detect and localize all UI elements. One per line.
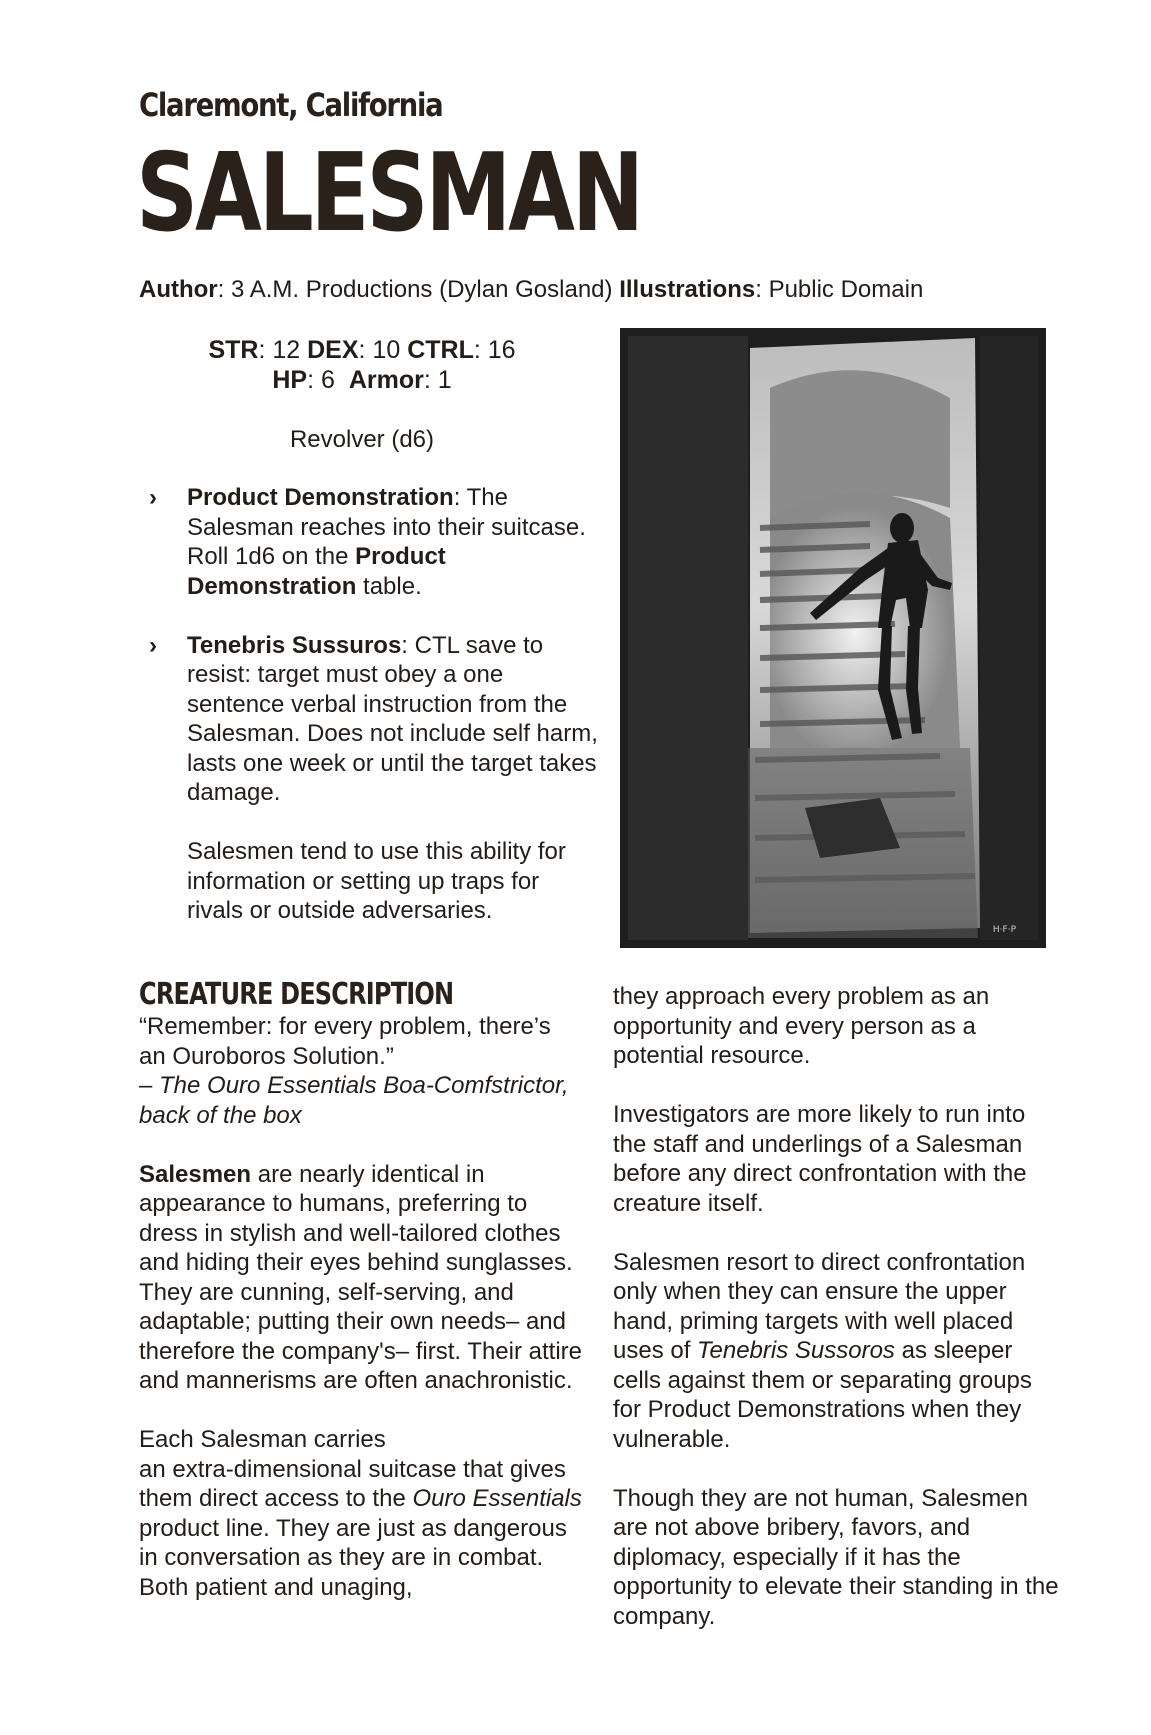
author-value: 3 A.M. Productions (Dylan Gosland) (231, 276, 613, 303)
chevron-right-icon: › (149, 631, 157, 659)
product-line-name: Ouro Essentials (412, 1485, 582, 1512)
author-label: Author (139, 276, 218, 303)
hp-label: HP (272, 366, 308, 394)
ctrl-label: CTRL (407, 336, 474, 364)
armor-label: Armor (348, 366, 424, 394)
ability-name: Product Demonstration (187, 484, 454, 511)
dex-value: 10 (372, 336, 401, 364)
paragraph-text: are nearly identical in appearance to humans, preferring to dress in stylish and well-tailored clothes and hiding their eyes behind sunglasses. They are cunning, self-serving, and adaptable; putting their own needs– and therefore the company's– first. Their attire and mannerisms are often anachronistic. (139, 1160, 583, 1394)
description-paragraph (139, 1425, 584, 1602)
ability-description: : CTL save to resist: target must obey a one sentence verbal instruction from the Salesman. Does not include self harm, lasts one week or until the target takes damage. (187, 631, 598, 806)
ctrl-value: 16 (487, 336, 516, 364)
abilities-list (139, 483, 599, 955)
description-paragraph (139, 1160, 584, 1396)
epigraph-quote: “Remember: for every problem, there’s an Ouroboros Solution.” (139, 1013, 551, 1070)
paragraph-text: Salesmen resort to direct confrontation only when they can ensure the upper hand, priming targets with well placed uses of (613, 1248, 1026, 1364)
epigraph-attribution (139, 1071, 584, 1130)
stat-line-2: HP: 6 Armor: 1 (272, 366, 452, 394)
artist-signature: H·F·P (992, 925, 1016, 935)
description-paragraph (613, 1248, 1063, 1455)
stat-line-1: STR: 12 DEX: 10 CTRL: 16 (208, 336, 516, 364)
creature-name: Salesmen (139, 1160, 252, 1188)
hp-value: 6 (321, 366, 335, 394)
weapon-line: Revolver (d6) (289, 426, 435, 453)
ability-item (139, 631, 599, 926)
paragraph-text: product line. They are just as dangerous in conversation as they are in combat. Both patient and unaging, (139, 1514, 567, 1601)
illustrations-label: Illustrations (619, 276, 756, 303)
ability-text (187, 483, 599, 601)
description-left-column (139, 978, 584, 1632)
ability-description: : The Salesman reaches into their suitcase. Roll 1d6 on the (187, 484, 586, 570)
paragraph-text: an extra-dimensional suitcase that gives them direct access to the (139, 1455, 566, 1512)
description-paragraph: Though they are not human, Salesmen are not above bribery, favors, and diplomacy, especially if it has the opportunity to elevate their standing in the company. (613, 1484, 1059, 1630)
table-reference: Product Demonstration (187, 543, 446, 600)
chevron-right-icon: › (149, 484, 157, 511)
paragraph-text: Each Salesman carries (139, 1426, 386, 1453)
page-title: SALESMAN (136, 131, 641, 256)
ability-text (187, 631, 599, 808)
section-heading: CREATURE DESCRIPTION (139, 977, 454, 1012)
illustration-drawing (620, 328, 1046, 948)
illustrations-value: Public Domain (768, 276, 924, 303)
ability-item (139, 483, 599, 601)
stairway-illustration (620, 328, 1046, 948)
str-value: 12 (272, 336, 301, 364)
paragraph-text: as sleeper cells against them or separating groups for Product Demonstrations when they vulnerable. (613, 1337, 1032, 1453)
ability-name: Tenebris Sussuros (187, 631, 402, 659)
location-heading: Claremont, California (139, 86, 443, 124)
attribution-text: – The Ouro Essentials Boa-Comfstrictor, back of the box (139, 1072, 569, 1129)
stat-block (139, 335, 585, 395)
description-paragraph: Investigators are more likely to run into the staff and underlings of a Salesman before any direct confrontation with the creature itself. (613, 1101, 1027, 1217)
ability-reference: Tenebris Sussoros (697, 1337, 895, 1364)
description-paragraph: they approach every problem as an opportunity and every person as a potential resource. (613, 983, 990, 1069)
description-right-column (613, 982, 1063, 1661)
credits-line: Author: 3 A.M. Productions (Dylan Gosland) Illustrations: Public Domain (139, 276, 924, 303)
ability-note: Salesmen tend to use this ability for information or setting up traps for rivals or outside adversaries. (187, 838, 566, 924)
dex-label: DEX (307, 336, 359, 364)
str-label: STR (208, 336, 259, 364)
armor-value: 1 (437, 366, 452, 394)
ability-description-end: table. (356, 572, 422, 600)
